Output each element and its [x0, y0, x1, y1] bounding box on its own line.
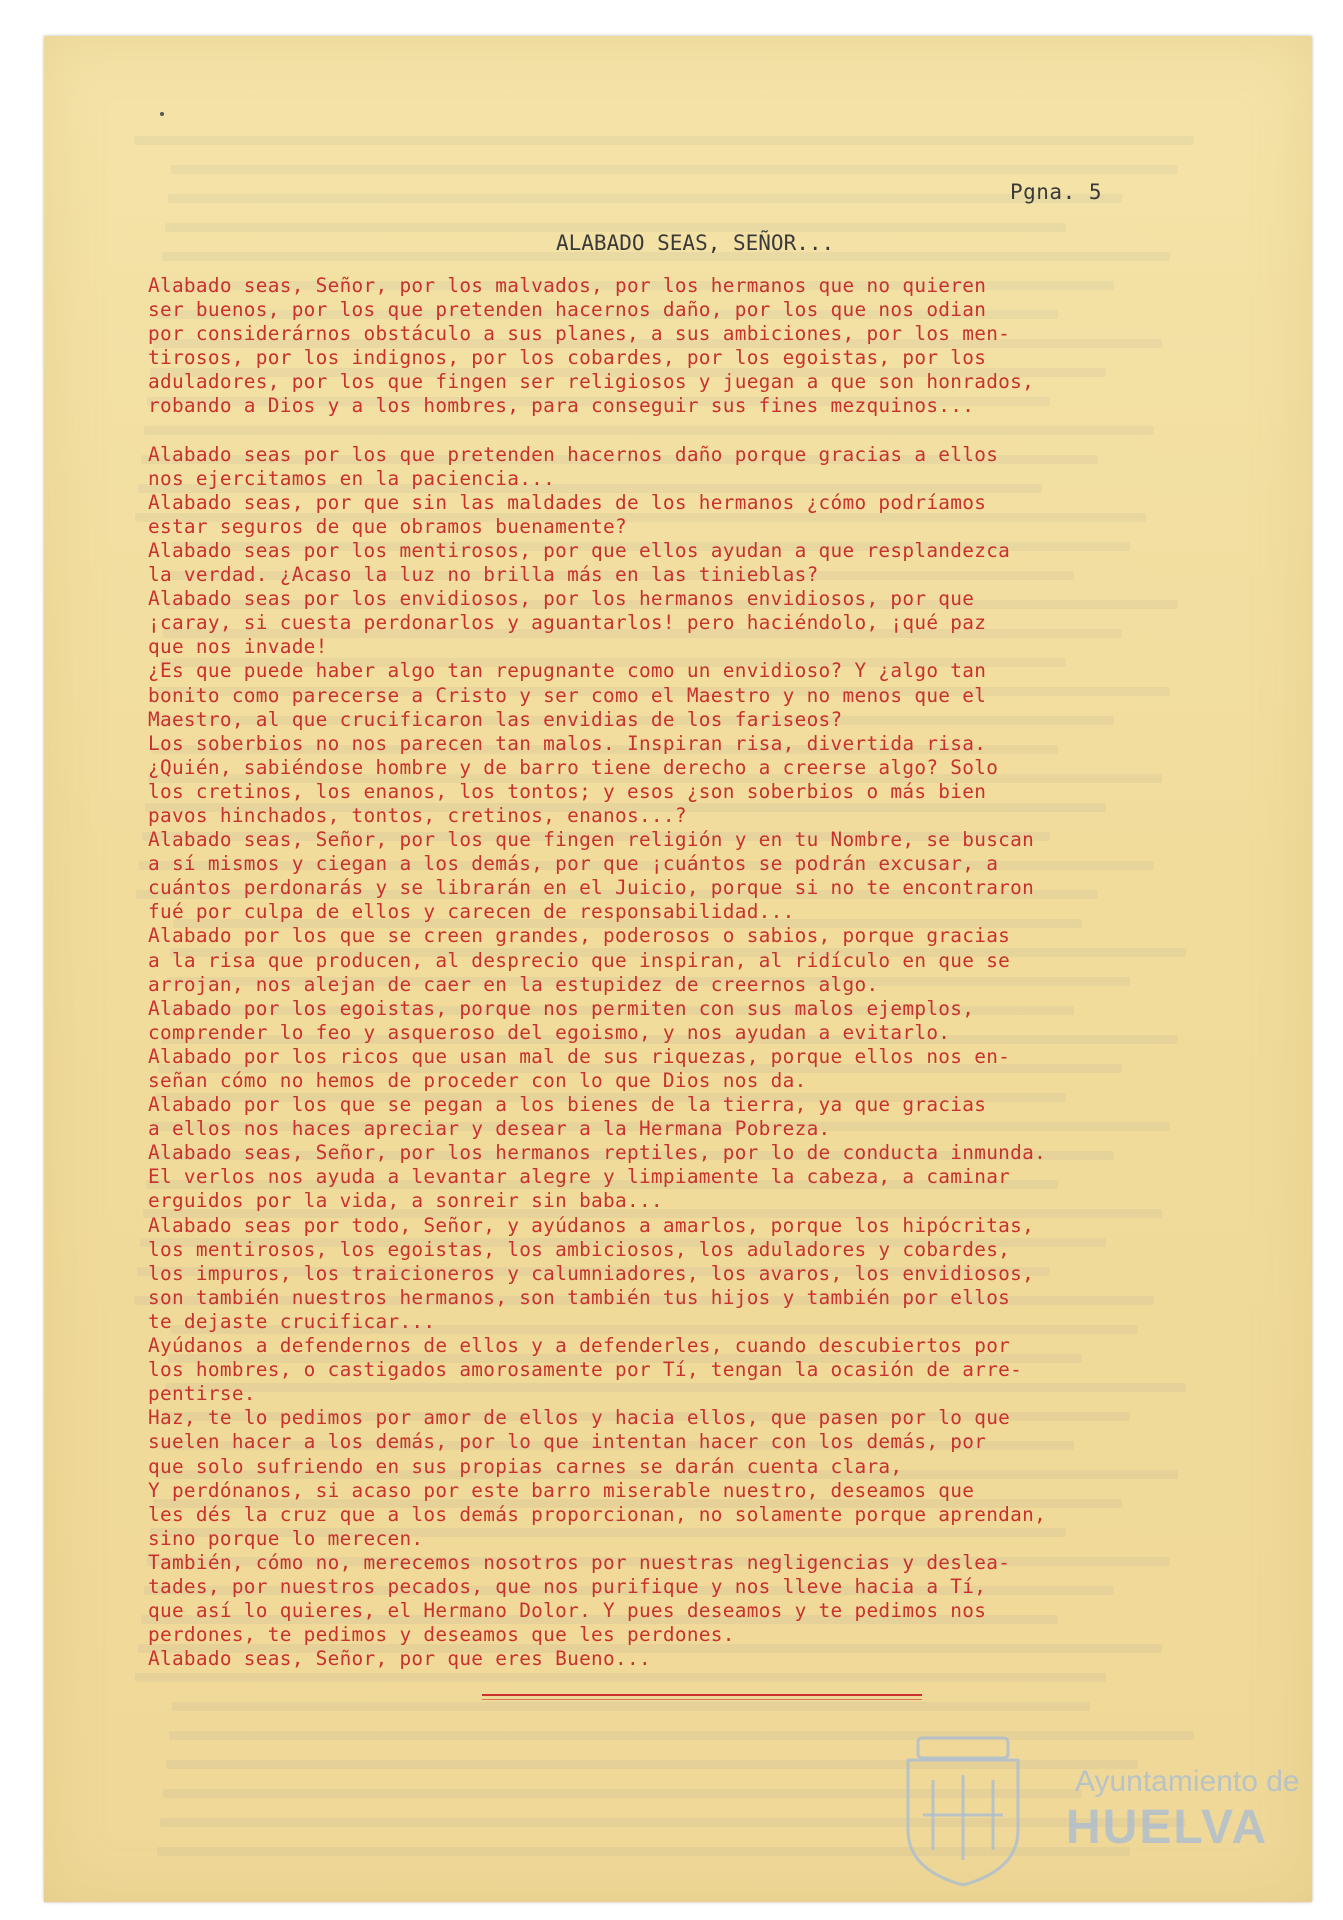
body-line: Alabado seas, Señor, por los hermanos reptiles, por lo de conducta inmunda. [148, 1141, 1047, 1165]
show-through-line [169, 1731, 1194, 1740]
body-line: nos ejercitamos en la paciencia... [148, 466, 556, 490]
municipal-seal-icon [888, 1720, 1038, 1890]
body-line: ¡caray, si cuesta perdonarlos y aguantarlos! pero haciéndolo, ¡qué paz [148, 611, 987, 635]
body-line: ¿Es que puede haber algo tan repugnante como un envidioso? Y ¿algo tan [148, 659, 987, 683]
body-line: Alabado seas, Señor, por que eres Bueno... [148, 1647, 651, 1671]
show-through-line [172, 1702, 1090, 1711]
body-line: Alabado por los que se pegan a los bienes de la tierra, ya que gracias [148, 1093, 987, 1117]
watermark-line-1: Ayuntamiento de [1075, 1765, 1300, 1798]
body-line: comprender lo feo y asqueroso del egoismo, y nos ayudan a evitarlo. [148, 1020, 951, 1044]
body-line: fué por culpa de ellos y carecen de responsabilidad... [148, 900, 795, 924]
body-line: los hombres, o castigados amorosamente por Tí, tengan la ocasión de arre- [148, 1358, 1023, 1382]
body-line: Alabado por los egoistas, porque nos permiten con sus malos ejemplos, [148, 996, 975, 1020]
body-line: suelen hacer a los demás, por lo que intentan hacer con los demás, por [148, 1430, 987, 1454]
body-blank-line [148, 419, 1268, 443]
body-line: Alabado seas, por que sin las maldades de los hermanos ¿cómo podríamos [148, 490, 987, 514]
show-through-line [168, 194, 1122, 203]
document-sheet [44, 36, 1312, 1902]
body-line: a ellos nos haces apreciar y desear a la Hermana Pobreza. [148, 1117, 831, 1141]
body-line: que así lo quieres, el Hermano Dolor. Y pues deseamos y te pedimos nos [148, 1599, 987, 1623]
body-line: Alabado seas por todo, Señor, y ayúdanos a amarlos, porque los hipócritas, [148, 1213, 1035, 1237]
document-body [148, 274, 1268, 1671]
body-line: los mentirosos, los egoistas, los ambiciosos, los aduladores y cobardes, [148, 1237, 1011, 1261]
body-line: erguidos por la vida, a sonreir sin baba... [148, 1189, 663, 1213]
body-line: por considerárnos obstáculo a sus planes, a sus ambiciones, por los men- [148, 322, 1011, 346]
body-line: estar seguros de que obramos buenamente? [148, 514, 627, 538]
body-line: a la risa que producen, al desprecio que inspiran, al ridículo en que se [148, 948, 1011, 972]
body-line: Maestro, al que crucificaron las envidias de los fariseos? [148, 707, 843, 731]
watermark-line-2: HUELVA [1066, 1801, 1269, 1854]
body-line: Ayúdanos a defendernos de ellos y a defenderles, cuando descubiertos por [148, 1334, 1011, 1358]
body-line: Alabado seas por los mentirosos, por que ellos ayudan a que resplandezca [148, 538, 1011, 562]
body-line: pavos hinchados, tontos, cretinos, enanos...? [148, 803, 687, 827]
body-line: cuántos perdonarás y se librarán en el Juicio, porque si no te encontraron [148, 876, 1035, 900]
body-line: sino porque lo merecen. [148, 1526, 424, 1550]
body-line: perdones, te pedimos y deseamos que les perdones. [148, 1623, 735, 1647]
body-line: pentirse. [148, 1382, 256, 1406]
body-line: robando a Dios y a los hombres, para conseguir sus fines mezquinos... [148, 394, 975, 418]
body-line: ser buenos, por los que pretenden hacernos daño, por los que nos odian [148, 298, 987, 322]
body-line: señan cómo no hemos de proceder con lo que Dios nos da. [148, 1069, 807, 1092]
body-line: Alabado seas por los que pretenden hacernos daño porque gracias a ellos [148, 442, 999, 466]
body-line: aduladores, por los que fingen ser religiosos y juegan a que son honrados, [148, 370, 1035, 394]
page-number: Pgna. 5 [1010, 180, 1103, 204]
body-line: son también nuestros hermanos, son también tus hijos y también por ellos [148, 1285, 1011, 1309]
body-line: Alabado por los ricos que usan mal de sus riquezas, porque ellos nos en- [148, 1044, 1011, 1068]
body-line: El verlos nos ayuda a levantar alegre y limpiamente la cabeza, a caminar [148, 1165, 1011, 1189]
body-line: les dés la cruz que a los demás proporcionan, no solamente porque aprendan, [148, 1502, 1047, 1526]
body-line: a sí mismos y ciegan a los demás, por que ¡cuántos se podrán excusar, a [148, 852, 999, 876]
body-line: Haz, te lo pedimos por amor de ellos y hacia ellos, que pasen por lo que [148, 1406, 1011, 1430]
body-line: Alabado por los que se creen grandes, poderosos o sabios, porque gracias [148, 924, 1011, 948]
show-through-line [134, 136, 1194, 145]
body-line: Los soberbios no nos parecen tan malos. Inspiran risa, divertida risa. [148, 731, 987, 755]
document-title: ALABADO SEAS, SEÑOR... [556, 231, 835, 255]
show-through-line [171, 165, 1178, 174]
body-line: ¿Quién, sabiéndose hombre y de barro tiene derecho a creerse algo? Solo [148, 755, 999, 779]
body-line: que solo sufriendo en sus propias carnes se darán cuenta clara, [148, 1454, 903, 1478]
show-through-line [135, 1673, 1106, 1682]
body-line: Alabado seas por los envidiosos, por los hermanos envidiosos, por que [148, 587, 975, 611]
body-line: tades, por nuestros pecados, que nos purifique y nos lleve hacia a Tí, [148, 1574, 987, 1598]
paper-mark [160, 112, 164, 116]
body-line: bonito como parecerse a Cristo y ser como el Maestro y no menos que el [148, 683, 987, 707]
body-line: Alabado seas, Señor, por los que fingen religión y en tu Nombre, se buscan [148, 828, 1035, 852]
closing-rule-underline [482, 1699, 922, 1700]
body-line: arrojan, nos alejan de caer en la estupidez de creernos algo. [148, 972, 879, 996]
body-line: los impuros, los traicioneros y calumniadores, los avaros, los envidiosos, [148, 1261, 1035, 1285]
body-line: Alabado seas, Señor, por los malvados, por los hermanos que no quieren [148, 274, 987, 297]
body-line: los cretinos, los enanos, los tontos; y esos ¿son soberbios o más bien [148, 779, 987, 803]
body-line: También, cómo no, merecemos nosotros por nuestras negligencias y deslea- [148, 1550, 1011, 1574]
closing-rule [482, 1694, 922, 1696]
body-line: que nos invade! [148, 635, 328, 659]
body-line: tirosos, por los indignos, por los cobardes, por los egoistas, por los [148, 346, 987, 370]
body-line: la verdad. ¿Acaso la luz no brilla más en las tinieblas? [148, 563, 819, 587]
body-line: Y perdónanos, si acaso por este barro miserable nuestro, deseamos que [148, 1478, 975, 1502]
body-line: te dejaste crucificar... [148, 1309, 436, 1333]
